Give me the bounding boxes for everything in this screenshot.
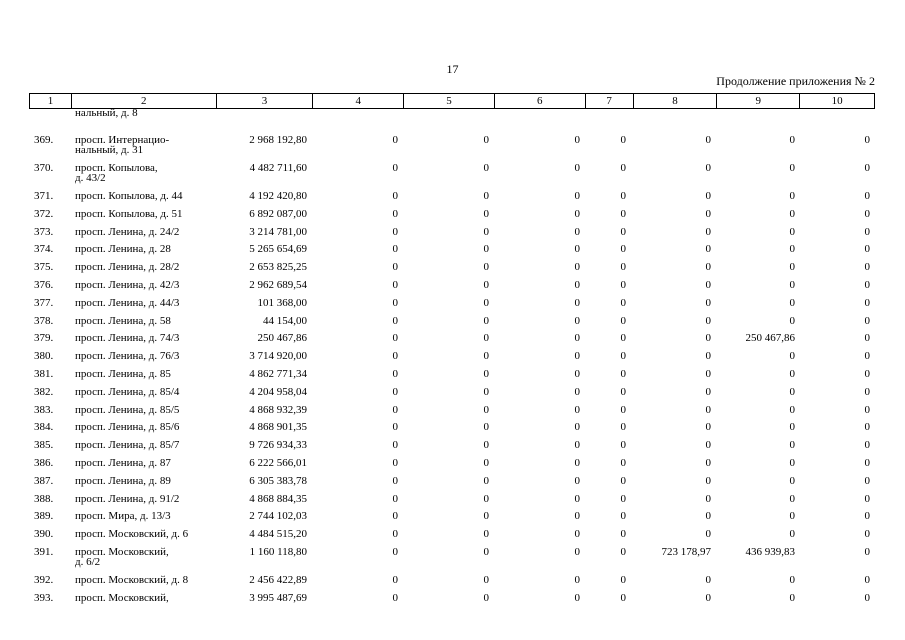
header-col-2: 2	[72, 94, 217, 108]
continuation-label: Продолжение приложения № 2	[716, 74, 875, 88]
header-col-3: 3	[217, 94, 314, 108]
cell-c10: 0	[864, 545, 870, 558]
cell-amt: 2 968 192,80	[249, 134, 307, 146]
cell-c8: 0	[705, 474, 711, 487]
row-number: 385.	[34, 439, 54, 452]
address-line: нальный, д. 31	[75, 144, 144, 156]
cell-c4: 0	[392, 439, 398, 452]
cell-amt: 6 222 566,01	[249, 456, 307, 469]
cell-c4: 0	[392, 421, 398, 434]
cell-c8: 0	[705, 591, 711, 604]
cell-amt: 4 484 515,20	[249, 528, 307, 541]
cell-c8: 0	[705, 456, 711, 469]
cell-c5: 0	[483, 261, 489, 274]
cell-c9: 0	[789, 190, 795, 202]
cell-c7: 0	[620, 190, 626, 202]
cell-c6: 0	[574, 456, 580, 469]
table-row	[0, 458, 905, 476]
table-row	[0, 280, 905, 298]
cell-amt: 3 214 781,00	[249, 225, 307, 238]
cell-c4: 0	[392, 510, 398, 523]
cell-c4: 0	[392, 134, 398, 146]
cell-c7: 0	[620, 243, 626, 256]
cell-c7: 0	[620, 296, 626, 309]
table-row	[0, 593, 905, 611]
cell-c7: 0	[620, 332, 626, 345]
cell-c7: 0	[620, 545, 626, 558]
table-row	[0, 316, 905, 334]
cell-c10: 0	[864, 510, 870, 523]
address-line: просп. Копылова, д. 44	[75, 190, 183, 202]
cell-c8: 0	[705, 243, 711, 256]
cell-c6: 0	[574, 332, 580, 345]
cell-c6: 0	[574, 296, 580, 309]
cell-c6: 0	[574, 367, 580, 380]
address-line: просп. Московский,	[75, 591, 169, 604]
cell-amt: 4 204 958,04	[249, 385, 307, 398]
cell-c6: 0	[574, 134, 580, 146]
cell-amt: 6 892 087,00	[249, 207, 307, 220]
header-col-10: 10	[831, 95, 843, 107]
cell-c5: 0	[483, 134, 489, 146]
header-col-1: 1	[30, 94, 72, 108]
cell-c4: 0	[392, 296, 398, 309]
cell-c4: 0	[392, 492, 398, 505]
header-col-8: 8	[634, 94, 718, 108]
cell-c5: 0	[483, 278, 489, 291]
address-line: просп. Ленина, д. 42/3	[75, 278, 180, 291]
cell-amt: 3 714 920,00	[249, 350, 307, 363]
address-line: просп. Интернацио-	[75, 134, 170, 146]
cell-amt: 4 868 932,39	[249, 403, 307, 416]
cell-c5: 0	[483, 439, 489, 452]
address-line: просп. Ленина, д. 28/2	[75, 261, 180, 274]
cell-c8: 0	[705, 510, 711, 523]
header-col-9: 9	[717, 94, 800, 108]
cell-c10: 0	[864, 573, 870, 586]
row-number: 386.	[34, 456, 54, 469]
cell-c9: 250 467,86	[745, 332, 795, 345]
cell-amt: 3 995 487,69	[249, 591, 307, 604]
header-col-7: 7	[586, 94, 634, 108]
table-row	[0, 575, 905, 593]
row-number: 383.	[34, 403, 54, 416]
cell-c9: 0	[789, 296, 795, 309]
table-row	[0, 511, 905, 529]
cell-c10: 0	[864, 207, 870, 220]
cell-amt: 2 962 689,54	[249, 278, 307, 291]
cell-c5: 0	[483, 528, 489, 541]
cell-c10: 0	[864, 456, 870, 469]
row-number: 391.	[34, 545, 54, 558]
cell-c5: 0	[483, 545, 489, 558]
cell-c10: 0	[864, 225, 870, 238]
table-row	[0, 529, 905, 547]
cell-c4: 0	[392, 528, 398, 541]
cell-amt: 250 467,86	[257, 332, 307, 345]
cell-c9: 436 939,83	[745, 545, 795, 558]
cell-c4: 0	[392, 261, 398, 274]
cell-c8: 0	[705, 278, 711, 291]
cell-c10: 0	[864, 134, 870, 146]
cell-c5: 0	[483, 243, 489, 256]
cell-c9: 0	[789, 421, 795, 434]
cell-c6: 0	[574, 403, 580, 416]
cell-c4: 0	[392, 474, 398, 487]
address-line: просп. Ленина, д. 85/7	[75, 439, 180, 452]
table-row	[0, 163, 905, 191]
cell-c9: 0	[789, 162, 795, 174]
cell-c6: 0	[574, 243, 580, 256]
address-line: просп. Ленина, д. 85/5	[75, 403, 180, 416]
cell-c4: 0	[392, 207, 398, 220]
address-line: просп. Ленина, д. 85	[75, 367, 171, 380]
table-row	[0, 262, 905, 280]
cell-c8: 0	[705, 190, 711, 202]
cell-c5: 0	[483, 456, 489, 469]
cell-c8: 0	[705, 492, 711, 505]
cell-c6: 0	[574, 350, 580, 363]
row-number: 389.	[34, 510, 54, 523]
address-line: просп. Ленина, д. 76/3	[75, 350, 180, 363]
cell-c8: 0	[705, 439, 711, 452]
cell-c9: 0	[789, 591, 795, 604]
cell-c8: 0	[705, 350, 711, 363]
cell-c5: 0	[483, 332, 489, 345]
cell-c8: 0	[705, 296, 711, 309]
cell-c7: 0	[620, 314, 626, 327]
cell-c10: 0	[864, 190, 870, 202]
cell-c7: 0	[620, 367, 626, 380]
cell-c4: 0	[392, 385, 398, 398]
cell-c10: 0	[864, 243, 870, 256]
cell-c9: 0	[789, 474, 795, 487]
cell-c4: 0	[392, 545, 398, 558]
cell-c5: 0	[483, 190, 489, 202]
address-line: просп. Московский,	[75, 545, 169, 558]
row-number: 381.	[34, 367, 54, 380]
cell-c6: 0	[574, 439, 580, 452]
cell-c8: 0	[705, 421, 711, 434]
cell-c8: 0	[705, 367, 711, 380]
cell-amt: 4 868 901,35	[249, 421, 307, 434]
cell-c9: 0	[789, 350, 795, 363]
cell-c10: 0	[864, 261, 870, 274]
cell-amt: 2 456 422,89	[249, 573, 307, 586]
row-number: 375.	[34, 261, 54, 274]
cell-c9: 0	[789, 528, 795, 541]
address-line: просп. Ленина, д. 74/3	[75, 332, 180, 345]
cell-c9: 0	[789, 573, 795, 586]
cell-c5: 0	[483, 591, 489, 604]
cell-amt: 4 192 420,80	[249, 190, 307, 202]
cell-c10: 0	[864, 528, 870, 541]
cell-c7: 0	[620, 207, 626, 220]
cell-c7: 0	[620, 278, 626, 291]
cell-c10: 0	[864, 332, 870, 345]
table-row	[0, 209, 905, 227]
cell-c7: 0	[620, 134, 626, 146]
cell-c8: 0	[705, 528, 711, 541]
cell-c6: 0	[574, 492, 580, 505]
address-line: просп. Копылова,	[75, 162, 158, 174]
cell-c5: 0	[483, 492, 489, 505]
carry-over-row	[0, 107, 905, 135]
table-row	[0, 440, 905, 458]
row-number: 377.	[34, 296, 54, 309]
cell-c10: 0	[864, 492, 870, 505]
cell-c8: 0	[705, 207, 711, 220]
table-row	[0, 405, 905, 423]
cell-c8: 0	[705, 403, 711, 416]
header-col-5: 5	[404, 94, 495, 108]
row-number: 390.	[34, 528, 54, 541]
cell-c8: 0	[705, 385, 711, 398]
cell-c5: 0	[483, 162, 489, 174]
cell-c6: 0	[574, 545, 580, 558]
cell-c8: 0	[705, 162, 711, 174]
cell-c5: 0	[483, 225, 489, 238]
cell-amt: 5 265 654,69	[249, 243, 307, 256]
cell-c6: 0	[574, 190, 580, 202]
cell-c8: 0	[705, 225, 711, 238]
cell-c10: 0	[864, 474, 870, 487]
cell-c5: 0	[483, 403, 489, 416]
cell-c4: 0	[392, 190, 398, 202]
cell-c8: 0	[705, 332, 711, 345]
cell-c10: 0	[864, 162, 870, 174]
cell-amt: 9 726 934,33	[249, 439, 307, 452]
cell-c6: 0	[574, 385, 580, 398]
cell-c6: 0	[574, 591, 580, 604]
cell-c4: 0	[392, 314, 398, 327]
cell-c8: 723 178,97	[661, 545, 711, 558]
cell-c4: 0	[392, 367, 398, 380]
cell-c7: 0	[620, 403, 626, 416]
cell-c9: 0	[789, 456, 795, 469]
address-line: просп. Ленина, д. 91/2	[75, 492, 180, 505]
cell-c10: 0	[864, 350, 870, 363]
cell-c10: 0	[864, 403, 870, 416]
carry-over-text: нальный, д. 8	[75, 107, 138, 119]
row-number: 370.	[34, 162, 54, 174]
cell-c9: 0	[789, 403, 795, 416]
row-number: 388.	[34, 492, 54, 505]
cell-c6: 0	[574, 528, 580, 541]
cell-c5: 0	[483, 314, 489, 327]
cell-amt: 4 862 771,34	[249, 367, 307, 380]
cell-c5: 0	[483, 367, 489, 380]
row-number: 378.	[34, 314, 54, 327]
table-row	[0, 494, 905, 512]
cell-c6: 0	[574, 225, 580, 238]
cell-c9: 0	[789, 367, 795, 380]
cell-c10: 0	[864, 278, 870, 291]
cell-c8: 0	[705, 573, 711, 586]
cell-c9: 0	[789, 243, 795, 256]
table-row	[0, 244, 905, 262]
cell-c9: 0	[789, 314, 795, 327]
cell-amt: 2 744 102,03	[249, 510, 307, 523]
cell-c7: 0	[620, 573, 626, 586]
cell-c4: 0	[392, 278, 398, 291]
cell-amt: 2 653 825,25	[249, 261, 307, 274]
cell-c4: 0	[392, 591, 398, 604]
cell-c7: 0	[620, 162, 626, 174]
cell-c7: 0	[620, 474, 626, 487]
table-row	[0, 351, 905, 369]
cell-c7: 0	[620, 350, 626, 363]
cell-c9: 0	[789, 510, 795, 523]
cell-c6: 0	[574, 510, 580, 523]
cell-c7: 0	[620, 421, 626, 434]
cell-c10: 0	[864, 385, 870, 398]
address-line: просп. Московский, д. 8	[75, 573, 189, 586]
cell-c10: 0	[864, 439, 870, 452]
cell-c5: 0	[483, 421, 489, 434]
cell-c5: 0	[483, 510, 489, 523]
cell-c8: 0	[705, 314, 711, 327]
cell-c4: 0	[392, 162, 398, 174]
cell-amt: 4 868 884,35	[249, 492, 307, 505]
cell-c7: 0	[620, 456, 626, 469]
cell-c6: 0	[574, 162, 580, 174]
cell-amt: 4 482 711,60	[249, 162, 307, 174]
cell-c8: 0	[705, 261, 711, 274]
cell-c5: 0	[483, 207, 489, 220]
cell-c6: 0	[574, 421, 580, 434]
address-line: просп. Ленина, д. 58	[75, 314, 171, 327]
cell-c7: 0	[620, 261, 626, 274]
address-line: просп. Ленина, д. 85/4	[75, 385, 180, 398]
cell-amt: 44 154,00	[263, 314, 307, 327]
cell-c9: 0	[789, 225, 795, 238]
cell-c9: 0	[789, 439, 795, 452]
cell-c6: 0	[574, 261, 580, 274]
cell-c4: 0	[392, 243, 398, 256]
address-line: просп. Ленина, д. 87	[75, 456, 171, 469]
cell-c9: 0	[789, 134, 795, 146]
header-col-4: 4	[313, 94, 404, 108]
table-row	[0, 191, 905, 209]
address-line: просп. Ленина, д. 89	[75, 474, 171, 487]
row-number: 371.	[34, 190, 54, 202]
cell-c5: 0	[483, 573, 489, 586]
row-number: 374.	[34, 243, 54, 256]
row-number: 373.	[34, 225, 54, 238]
table-row	[0, 227, 905, 245]
row-number: 393.	[34, 591, 54, 604]
cell-c9: 0	[789, 492, 795, 505]
address-line: д. 43/2	[75, 172, 106, 184]
cell-amt: 1 160 118,80	[249, 545, 307, 558]
table-row	[0, 333, 905, 351]
cell-c7: 0	[620, 439, 626, 452]
cell-c6: 0	[574, 314, 580, 327]
cell-c10: 0	[864, 591, 870, 604]
address-line: просп. Ленина, д. 85/6	[75, 421, 180, 434]
cell-c9: 0	[789, 207, 795, 220]
table-row	[0, 135, 905, 163]
cell-c4: 0	[392, 332, 398, 345]
address-line: д. 6/2	[75, 555, 101, 568]
row-number: 384.	[34, 421, 54, 434]
table-row	[0, 387, 905, 405]
cell-c10: 0	[864, 296, 870, 309]
cell-c9: 0	[789, 278, 795, 291]
cell-c9: 0	[789, 261, 795, 274]
cell-c10: 0	[864, 421, 870, 434]
header-col-6: 6	[495, 94, 586, 108]
table-row	[0, 369, 905, 387]
cell-c6: 0	[574, 278, 580, 291]
cell-amt: 101 368,00	[257, 296, 307, 309]
cell-c4: 0	[392, 456, 398, 469]
table-row	[0, 422, 905, 440]
row-number: 372.	[34, 207, 54, 220]
cell-c7: 0	[620, 591, 626, 604]
cell-c4: 0	[392, 225, 398, 238]
cell-c10: 0	[864, 367, 870, 380]
table-row	[0, 298, 905, 316]
cell-c8: 0	[705, 134, 711, 146]
cell-c7: 0	[620, 225, 626, 238]
cell-c5: 0	[483, 350, 489, 363]
address-line: просп. Московский, д. 6	[75, 528, 189, 541]
cell-c7: 0	[620, 510, 626, 523]
address-line: просп. Мира, д. 13/3	[75, 510, 171, 523]
cell-c5: 0	[483, 296, 489, 309]
address-line: просп. Ленина, д. 44/3	[75, 296, 180, 309]
row-number: 376.	[34, 278, 54, 291]
cell-c4: 0	[392, 573, 398, 586]
address-line: просп. Копылова, д. 51	[75, 207, 183, 220]
table-body	[0, 107, 905, 611]
cell-c6: 0	[574, 573, 580, 586]
row-number: 382.	[34, 385, 54, 398]
row-number: 392.	[34, 573, 54, 586]
address-line: просп. Ленина, д. 28	[75, 243, 171, 256]
cell-c6: 0	[574, 474, 580, 487]
cell-c5: 0	[483, 385, 489, 398]
cell-c6: 0	[574, 207, 580, 220]
table-row	[0, 547, 905, 575]
address-line: просп. Ленина, д. 24/2	[75, 225, 180, 238]
row-number: 379.	[34, 332, 54, 345]
cell-c7: 0	[620, 528, 626, 541]
cell-c7: 0	[620, 385, 626, 398]
cell-c7: 0	[620, 492, 626, 505]
row-number: 387.	[34, 474, 54, 487]
cell-amt: 6 305 383,78	[249, 474, 307, 487]
cell-c4: 0	[392, 403, 398, 416]
table-header	[29, 93, 875, 109]
row-number: 369.	[34, 134, 54, 146]
cell-c5: 0	[483, 474, 489, 487]
cell-c9: 0	[789, 385, 795, 398]
table-row	[0, 476, 905, 494]
page-number: 17	[446, 62, 459, 76]
cell-c4: 0	[392, 350, 398, 363]
row-number: 380.	[34, 350, 54, 363]
cell-c10: 0	[864, 314, 870, 327]
